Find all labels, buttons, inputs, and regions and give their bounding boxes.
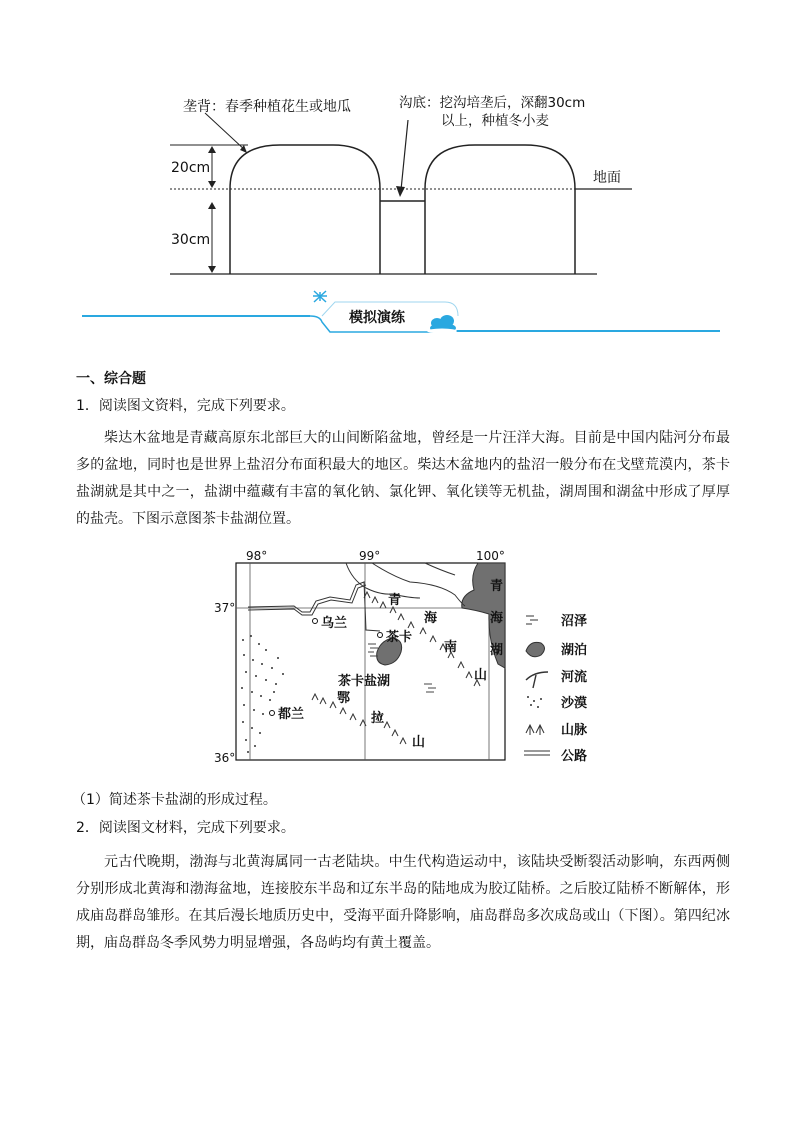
furrow-label-line1: 沟底：挖沟培垄后，深翻30cm xyxy=(399,95,586,111)
mountain-icon xyxy=(526,725,544,735)
nanshan-char-1: 青 xyxy=(388,593,402,608)
q1-sub1: （1）简述茶卡盐湖的形成过程。 xyxy=(72,792,277,808)
height-20-label: 20cm xyxy=(171,160,211,176)
q1-stem: 1．阅读图文资料，完成下列要求。 xyxy=(76,398,295,414)
furrow-label-line2: 以上，种植冬小麦 xyxy=(441,113,549,129)
legend-road-label: 公路 xyxy=(561,749,588,764)
city-chaka-label: 茶卡 xyxy=(386,630,413,645)
right-ridge xyxy=(425,145,575,274)
qinghai-lake-char-1: 青 xyxy=(490,579,504,594)
q1-material: 柴达木盆地是青藏高原东北部巨大的山间断陷盆地，曾经是一片汪洋大海。目前是中国内陆河分布最多的盆地，同时也是世界上盐沼分布面积最大的地区。柴达木盆地内的盐沼一般分布在戈壁荒漠内，茶卡盐湖就是其中之一，盐湖中蕴藏有丰富的氧化钠、氯化钾、氧化镁等无机盐，湖周围和湖盆中形成了厚厚的盐壳。下图示意图茶卡盐湖位置。 xyxy=(76,430,730,527)
furrow xyxy=(380,189,425,274)
furrow-pointer-arrowhead xyxy=(396,186,405,197)
dim-30-arrow-top xyxy=(208,202,216,209)
nanshan-char-4: 山 xyxy=(474,668,488,683)
desert-symbols xyxy=(241,635,284,753)
nanshan-char-3: 南 xyxy=(444,640,458,655)
ridge-furrow-diagram xyxy=(0,80,800,290)
lon-99-label: 99° xyxy=(359,549,381,563)
left-ridge xyxy=(230,145,380,274)
dim-20-arrow-top xyxy=(208,146,216,153)
elashan-char-2: 拉 xyxy=(371,711,385,726)
section-title: 一、综合题 xyxy=(76,371,146,387)
q2-stem: 2．阅读图文材料，完成下列要求。 xyxy=(76,820,295,836)
marsh-icon xyxy=(526,616,538,624)
road-icon xyxy=(524,751,550,755)
lat-37-label: 37° xyxy=(214,601,236,615)
lat-36-label: 36° xyxy=(214,751,236,765)
map-legend xyxy=(524,613,588,764)
banner-label: 模拟演练 xyxy=(349,310,405,326)
qinghai-lake-char-2: 海 xyxy=(490,611,504,626)
desert-icon xyxy=(527,696,542,708)
height-30-label: 30cm xyxy=(171,232,211,248)
map-frame xyxy=(236,563,505,760)
nanshan-char-2: 海 xyxy=(424,611,438,626)
city-dulan-label: 都兰 xyxy=(278,707,305,722)
graticule xyxy=(236,563,505,760)
dim-30-arrow-bottom xyxy=(208,266,216,273)
furrow-pointer-line xyxy=(401,120,408,190)
elashan-char-3: 山 xyxy=(412,735,426,750)
lon-100-label: 100° xyxy=(476,549,505,563)
city-wulan-marker xyxy=(313,619,318,624)
legend-river-label: 河流 xyxy=(561,670,588,685)
qinghai-lake-char-3: 湖 xyxy=(490,643,504,658)
elashan-char-1: 鄂 xyxy=(337,691,351,706)
city-wulan-label: 乌兰 xyxy=(321,616,348,631)
q2-material: 元古代晚期，渤海与北黄海属同一古老陆块。中生代构造运动中，该陆块受断裂活动影响，东西两侧分别形成北黄海和渤海盆地，连接胶东半岛和辽东半岛的陆地成为胶辽陆桥。之后胶辽陆桥不断解体，形成庙岛群岛雏形。在其后漫长地质历史中，受海平面升降影响，庙岛群岛多次成岛或山（下图）。第四纪冰期，庙岛群岛冬季风势力明显增强，各岛屿均有黄土覆盖。 xyxy=(76,854,730,951)
lon-98-label: 98° xyxy=(246,549,268,563)
chaka-salt-lake-label: 茶卡盐湖 xyxy=(338,674,391,689)
legend-mountain-label: 山脉 xyxy=(561,723,588,738)
legend-marsh-label: 沼泽 xyxy=(561,614,588,629)
ground-label: 地面 xyxy=(593,170,621,186)
lake-icon xyxy=(526,642,545,656)
sparkle-icon xyxy=(313,291,327,302)
cloud-icon xyxy=(427,315,457,334)
ridge-back-label: 垄背：春季种植花生或地瓜 xyxy=(183,99,351,115)
chaka-salt-lake-map xyxy=(0,540,800,780)
river-icon xyxy=(526,672,548,688)
dim-20-arrow-bottom xyxy=(208,181,216,188)
city-chaka-marker xyxy=(378,633,383,638)
practice-banner xyxy=(0,282,800,342)
city-dulan-marker xyxy=(270,711,275,716)
legend-desert-label: 沙漠 xyxy=(561,696,588,711)
mountain-symbols xyxy=(312,592,480,744)
legend-lake-label: 湖泊 xyxy=(561,643,588,658)
